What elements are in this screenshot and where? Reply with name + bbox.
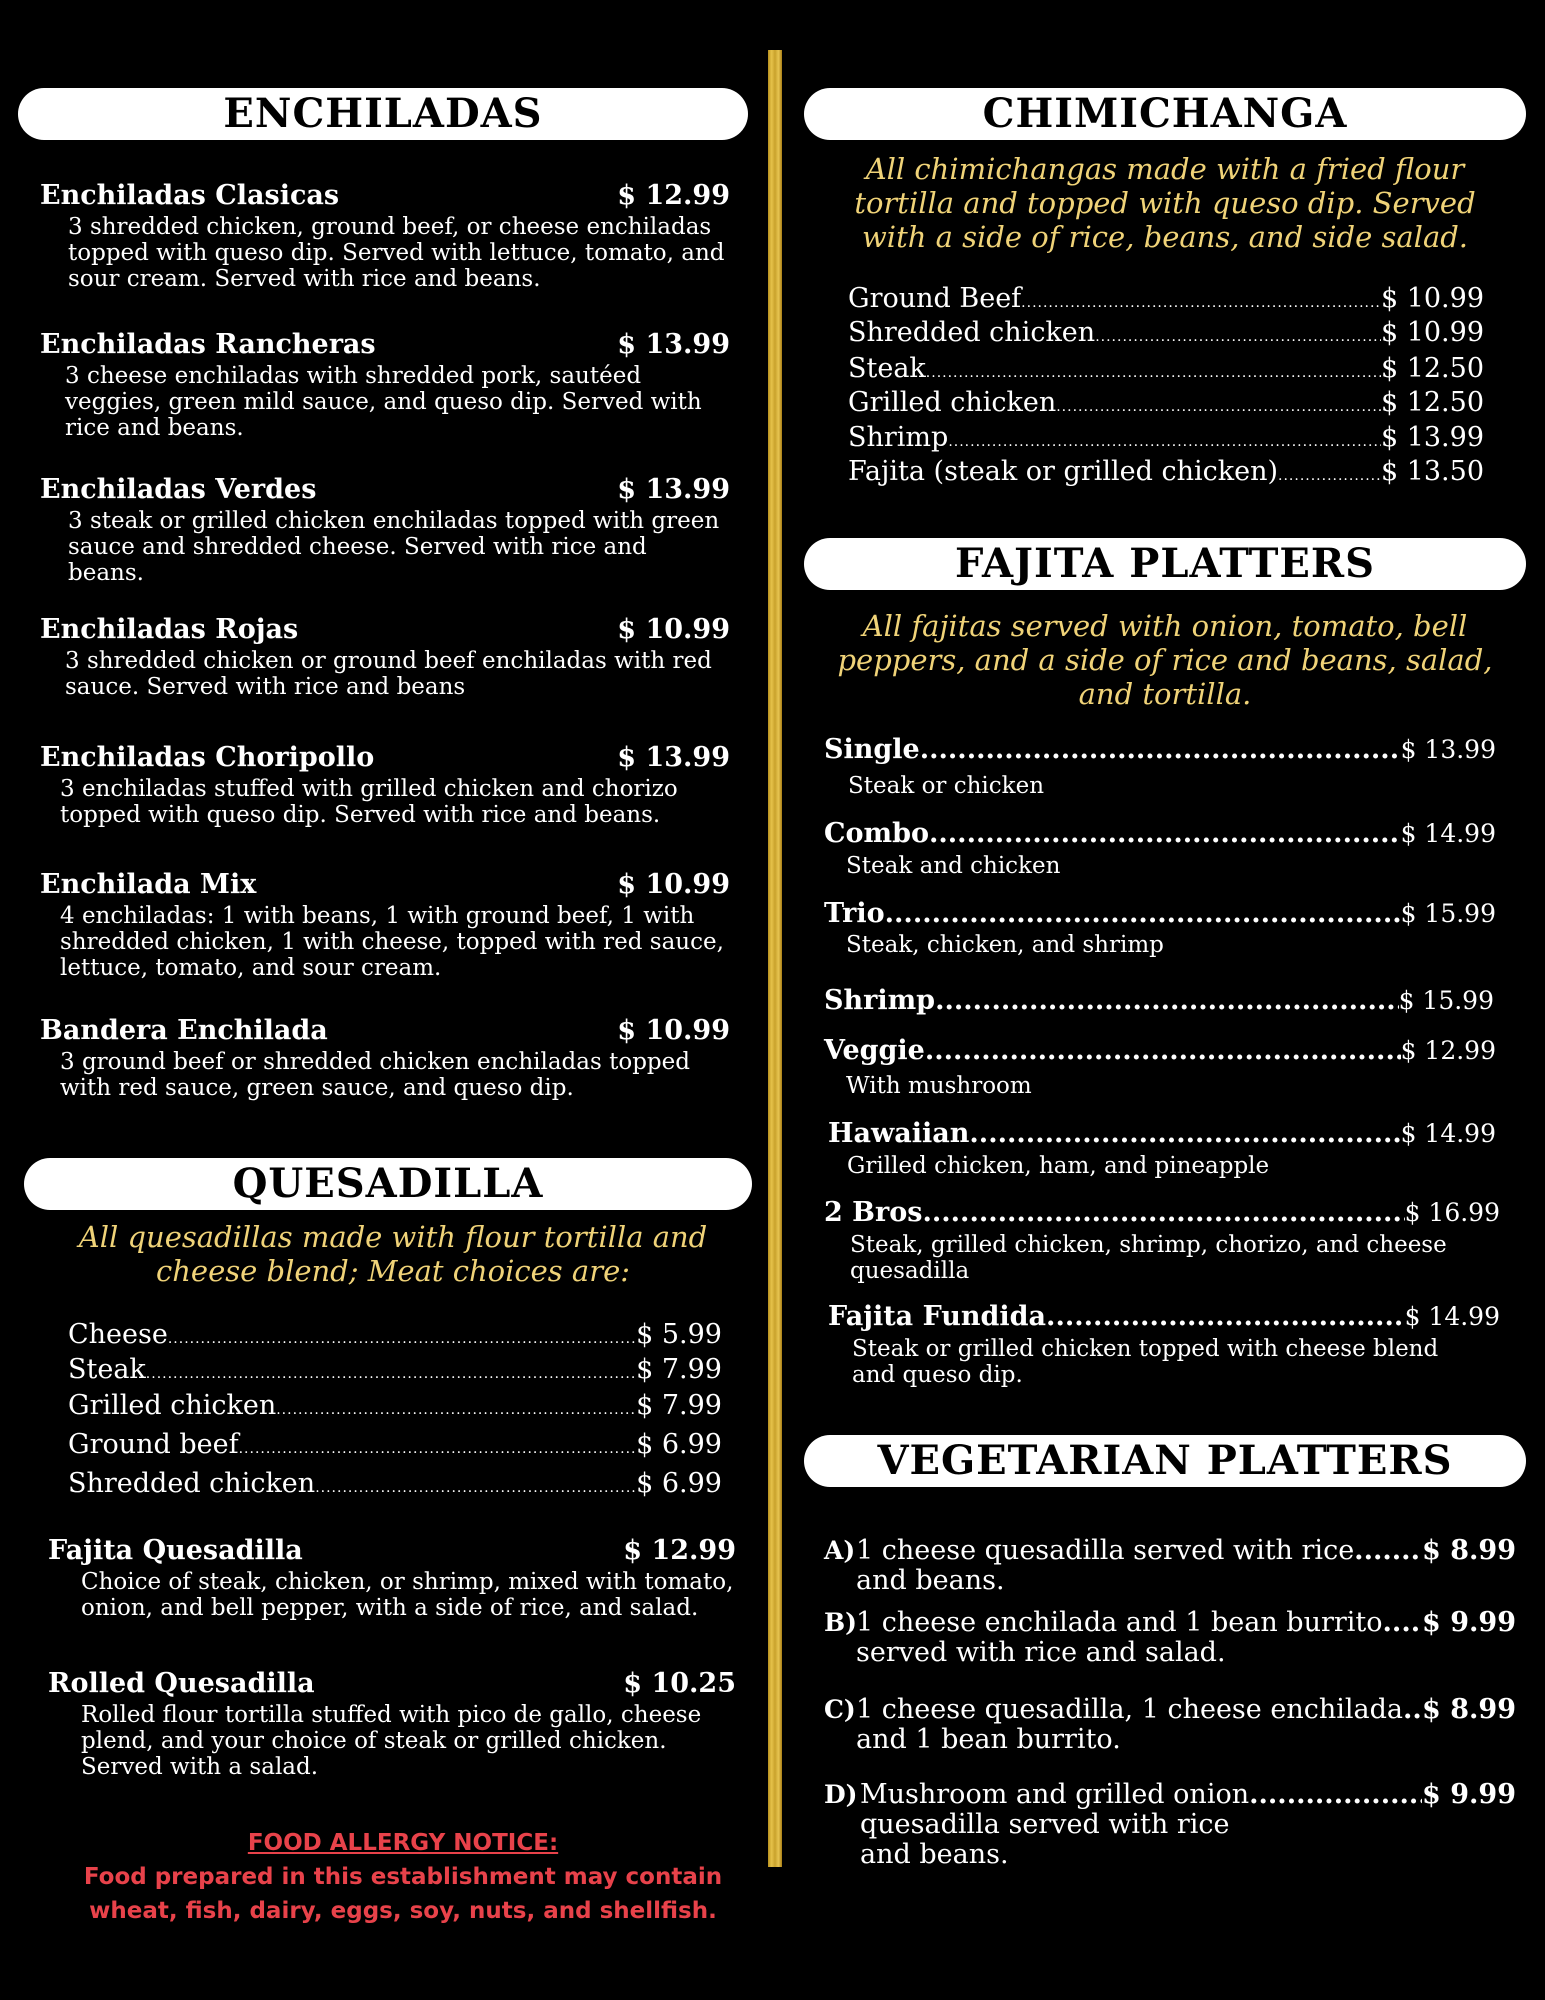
fajita-item-price: $ 12.99 [1400,1036,1496,1065]
item-price: $ 9.99 [1422,1607,1516,1638]
item-name: Bandera Enchilada [40,1015,328,1046]
gold-divider [768,50,782,1867]
fajita-item-row [824,817,1496,851]
menu-item [40,180,730,292]
choice-label: Steak [848,353,926,384]
leader-dots [935,984,1399,1018]
leader-dots [925,1034,1401,1068]
fajita-item-name: Fajita Fundida [828,1301,1047,1332]
item-description: 3 shredded chicken, ground beef, or cheese enchiladas topped with queso dip. Served with lettuce, tomato, and sour cream. Served with rice and beans. [68,214,725,292]
leader-dots [276,1393,636,1427]
choice-price: $ 13.50 [1380,456,1484,487]
leader-dots [239,1432,637,1466]
choice-label: Cheese [68,1319,168,1350]
item-text-cont: and beans. [856,1565,1005,1596]
vegetarian-item [824,1536,1516,1596]
item-price: $ 9.99 [1422,1779,1516,1810]
choice-label: Ground Beef [848,283,1022,314]
item-name: Fajita Quesadilla [48,1535,303,1566]
vegetarian-header: VEGETARIAN PLATTERS [804,1435,1526,1487]
leader-dots [1046,1300,1405,1334]
fajita-item-row [824,984,1494,1018]
fajita-item-price: $ 16.99 [1404,1198,1500,1227]
item-name: Enchilada Mix [40,869,257,900]
item-description: Rolled flour tortilla stuffed with pico de gallo, cheese plend, and your choice of steak or grilled chicken. Served with a salad. [81,1702,702,1780]
item-text-cont: served with rice and salad. [856,1637,1226,1668]
fajita-item-description: Steak and chicken [846,853,1061,879]
leader-dots [926,356,1381,390]
item-price: $ 10.99 [617,1015,730,1046]
item-price: $ 10.99 [617,614,730,645]
fajita-item-name: 2 Bros [824,1197,923,1228]
item-price: $ 13.99 [617,329,730,360]
leader-dots [1383,1608,1423,1638]
leader-dots [885,897,1401,931]
chimichanga-choice-row [848,421,1484,459]
chimichanga-choice-row [848,282,1484,320]
item-name: Enchiladas Verdes [40,474,317,505]
leader-dots [922,1196,1404,1230]
fajita-item-description: Steak, grilled chicken, shrimp, chorizo, and cheese quesadilla [850,1232,1447,1284]
fajita-item-name: Hawaiian [828,1118,970,1149]
fajita-item-row [824,733,1496,767]
leader-dots [1056,390,1381,424]
choice-price: $ 12.50 [1380,353,1484,384]
item-text: 1 cheese quesadilla, 1 cheese enchilada [856,1694,1403,1725]
choice-label: Shrimp [848,422,949,453]
quesadilla-choice-row [68,1428,722,1466]
choice-price: $ 5.99 [636,1319,722,1350]
item-letter: D) [824,1780,858,1809]
menu-item [40,1015,730,1101]
leader-dots [920,733,1401,767]
choice-price: $ 13.99 [1380,422,1484,453]
enchiladas-header: ENCHILADAS [18,88,748,140]
quesadilla-intro: All quesadillas made with flour tortilla and cheese blend; Meat choices are: [78,1220,708,1288]
fajita-item-row [828,1117,1496,1151]
item-price: $ 12.99 [617,180,730,211]
leader-dots [929,817,1401,851]
item-letter: A) [824,1536,856,1565]
fajita-item-name: Shrimp [824,985,936,1016]
fajita-item-price: $ 13.99 [1400,735,1496,764]
allergy-title: FOOD ALLERGY NOTICE: [247,1830,559,1856]
choice-label: Steak [68,1354,146,1385]
menu-item [40,742,730,828]
chimichanga-choice-row [848,316,1484,354]
item-price: $ 13.99 [617,742,730,773]
leader-dots [1354,1536,1422,1566]
allergy-line: wheat, fish, dairy, eggs, soy, nuts, and shellfish. [89,1898,717,1924]
item-description: 3 cheese enchiladas with shredded pork, sautéed veggies, green mild sauce, and queso dip. Served with rice and beans. [65,363,702,441]
item-name: Rolled Quesadilla [48,1668,315,1699]
vegetarian-item [824,1695,1516,1755]
fajita-item-description: Grilled chicken, ham, and pineapple [847,1153,1270,1179]
fajita-item-name: Trio [824,898,885,929]
vegetarian-item [824,1780,1516,1870]
menu-item [40,474,730,586]
item-description: 3 enchiladas stuffed with grilled chicken and chorizo topped with queso dip. Served with rice and beans. [60,776,678,828]
item-description: 3 steak or grilled chicken enchiladas topped with green sauce and shredded cheese. Served with rice and beans. [68,508,720,586]
fajita-item-name: Single [824,734,920,765]
item-text: 1 cheese quesadilla served with rice [856,1535,1355,1566]
choice-price: $ 12.50 [1380,387,1484,418]
fajita-item-price: $ 15.99 [1400,899,1496,928]
leader-dots [1021,286,1381,320]
item-name: Enchiladas Rancheras [40,329,376,360]
fajita-item-price: $ 14.99 [1400,819,1496,848]
menu-item [48,1668,736,1780]
chimichanga-choice-row [848,352,1484,390]
item-description: Choice of steak, chicken, or shrimp, mixed with tomato, onion, and bell pepper, with a side of rice, and salad. [81,1569,734,1621]
quesadilla-choice-row [68,1318,722,1356]
fajita-item-description: Steak or grilled chicken topped with cheese blend and queso dip. [852,1336,1439,1388]
quesadilla-header: QUESADILLA [24,1158,752,1210]
fajita-item-row [824,1034,1496,1068]
item-price: $ 8.99 [1422,1694,1516,1725]
choice-label: Ground beef [68,1429,239,1460]
choice-label: Grilled chicken [68,1390,277,1421]
leader-dots [1403,1695,1422,1725]
choice-label: Fajita (steak or grilled chicken) [848,456,1279,487]
choice-price: $ 10.99 [1380,283,1484,314]
fajita-item-price: $ 14.99 [1400,1119,1496,1148]
item-price: $ 10.25 [623,1668,736,1699]
fajita-intro: All fajitas served with onion, tomato, bell peppers, and a side of rice and beans, salad, and tortilla. [837,609,1493,711]
vegetarian-item [824,1608,1516,1668]
item-price: $ 12.99 [623,1535,736,1566]
item-text: Mushroom and grilled onion [860,1779,1250,1810]
fajita-item-row [824,897,1496,931]
item-letter: B) [824,1608,857,1637]
item-name: Enchiladas Rojas [40,614,299,645]
item-name: Enchiladas Choripollo [40,742,375,773]
chimichanga-header: CHIMICHANGA [804,88,1526,140]
choice-price: $ 7.99 [636,1390,722,1421]
item-text-cont: and 1 bean burrito. [856,1724,1121,1755]
leader-dots [1278,459,1381,493]
item-description: 3 ground beef or shredded chicken enchiladas topped with red sauce, green sauce, and queso dip. [60,1049,690,1101]
choice-price: $ 10.99 [1380,317,1484,348]
chimichanga-intro: All chimichangas made with a fried flour tortilla and topped with queso dip. Served with a side of rice, beans, and side salad. [854,152,1476,254]
choice-label: Shredded chicken [68,1468,316,1499]
menu-item [40,614,730,700]
quesadilla-choice-row [68,1467,722,1505]
leader-dots [969,1117,1400,1151]
fajita-item-name: Combo [824,818,929,849]
fajita-item-row [824,1196,1500,1230]
allergy-line: Food prepared in this establishment may contain [83,1864,723,1890]
item-text-cont: quesadilla served with rice and beans. [860,1809,1230,1870]
fajita-item-price: $ 15.99 [1398,986,1494,1015]
leader-dots [146,1357,636,1391]
fajita-header: FAJITA PLATTERS [804,538,1526,590]
fajita-item-price: $ 14.99 [1404,1302,1500,1331]
leader-dots [1249,1780,1422,1810]
choice-price: $ 6.99 [636,1429,722,1460]
choice-label: Shredded chicken [848,317,1096,348]
item-text: 1 cheese enchilada and 1 bean burrito [856,1607,1383,1638]
chimichanga-choice-row [848,386,1484,424]
choice-label: Grilled chicken [848,387,1057,418]
menu-item [40,329,730,441]
choice-price: $ 6.99 [636,1468,722,1499]
quesadilla-choice-row [68,1353,722,1391]
leader-dots [315,1471,636,1505]
quesadilla-choice-row [68,1389,722,1427]
fajita-item-description: With mushroom [846,1073,1032,1099]
item-letter: C) [824,1695,856,1724]
choice-price: $ 7.99 [636,1354,722,1385]
fajita-item-row [828,1300,1500,1334]
menu-item [48,1535,736,1621]
fajita-item-description: Steak or chicken [848,773,1045,799]
item-name: Enchiladas Clasicas [40,180,340,211]
allergy-notice [58,1826,748,1928]
menu-item [40,869,730,981]
fajita-item-description: Steak, chicken, and shrimp [846,932,1164,958]
fajita-item-name: Veggie [824,1035,925,1066]
item-description: 3 shredded chicken or ground beef enchiladas with red sauce. Served with rice and beans [65,648,712,700]
item-description: 4 enchiladas: 1 with beans, 1 with ground beef, 1 with shredded chicken, 1 with cheese, topped with red sauce, lettuce, tomato, and sour cream. [60,903,724,981]
item-price: $ 8.99 [1422,1535,1516,1566]
chimichanga-choice-row [848,455,1484,493]
leader-dots [948,425,1381,459]
leader-dots [1095,320,1381,354]
leader-dots [168,1322,636,1356]
item-price: $ 13.99 [617,474,730,505]
item-price: $ 10.99 [617,869,730,900]
